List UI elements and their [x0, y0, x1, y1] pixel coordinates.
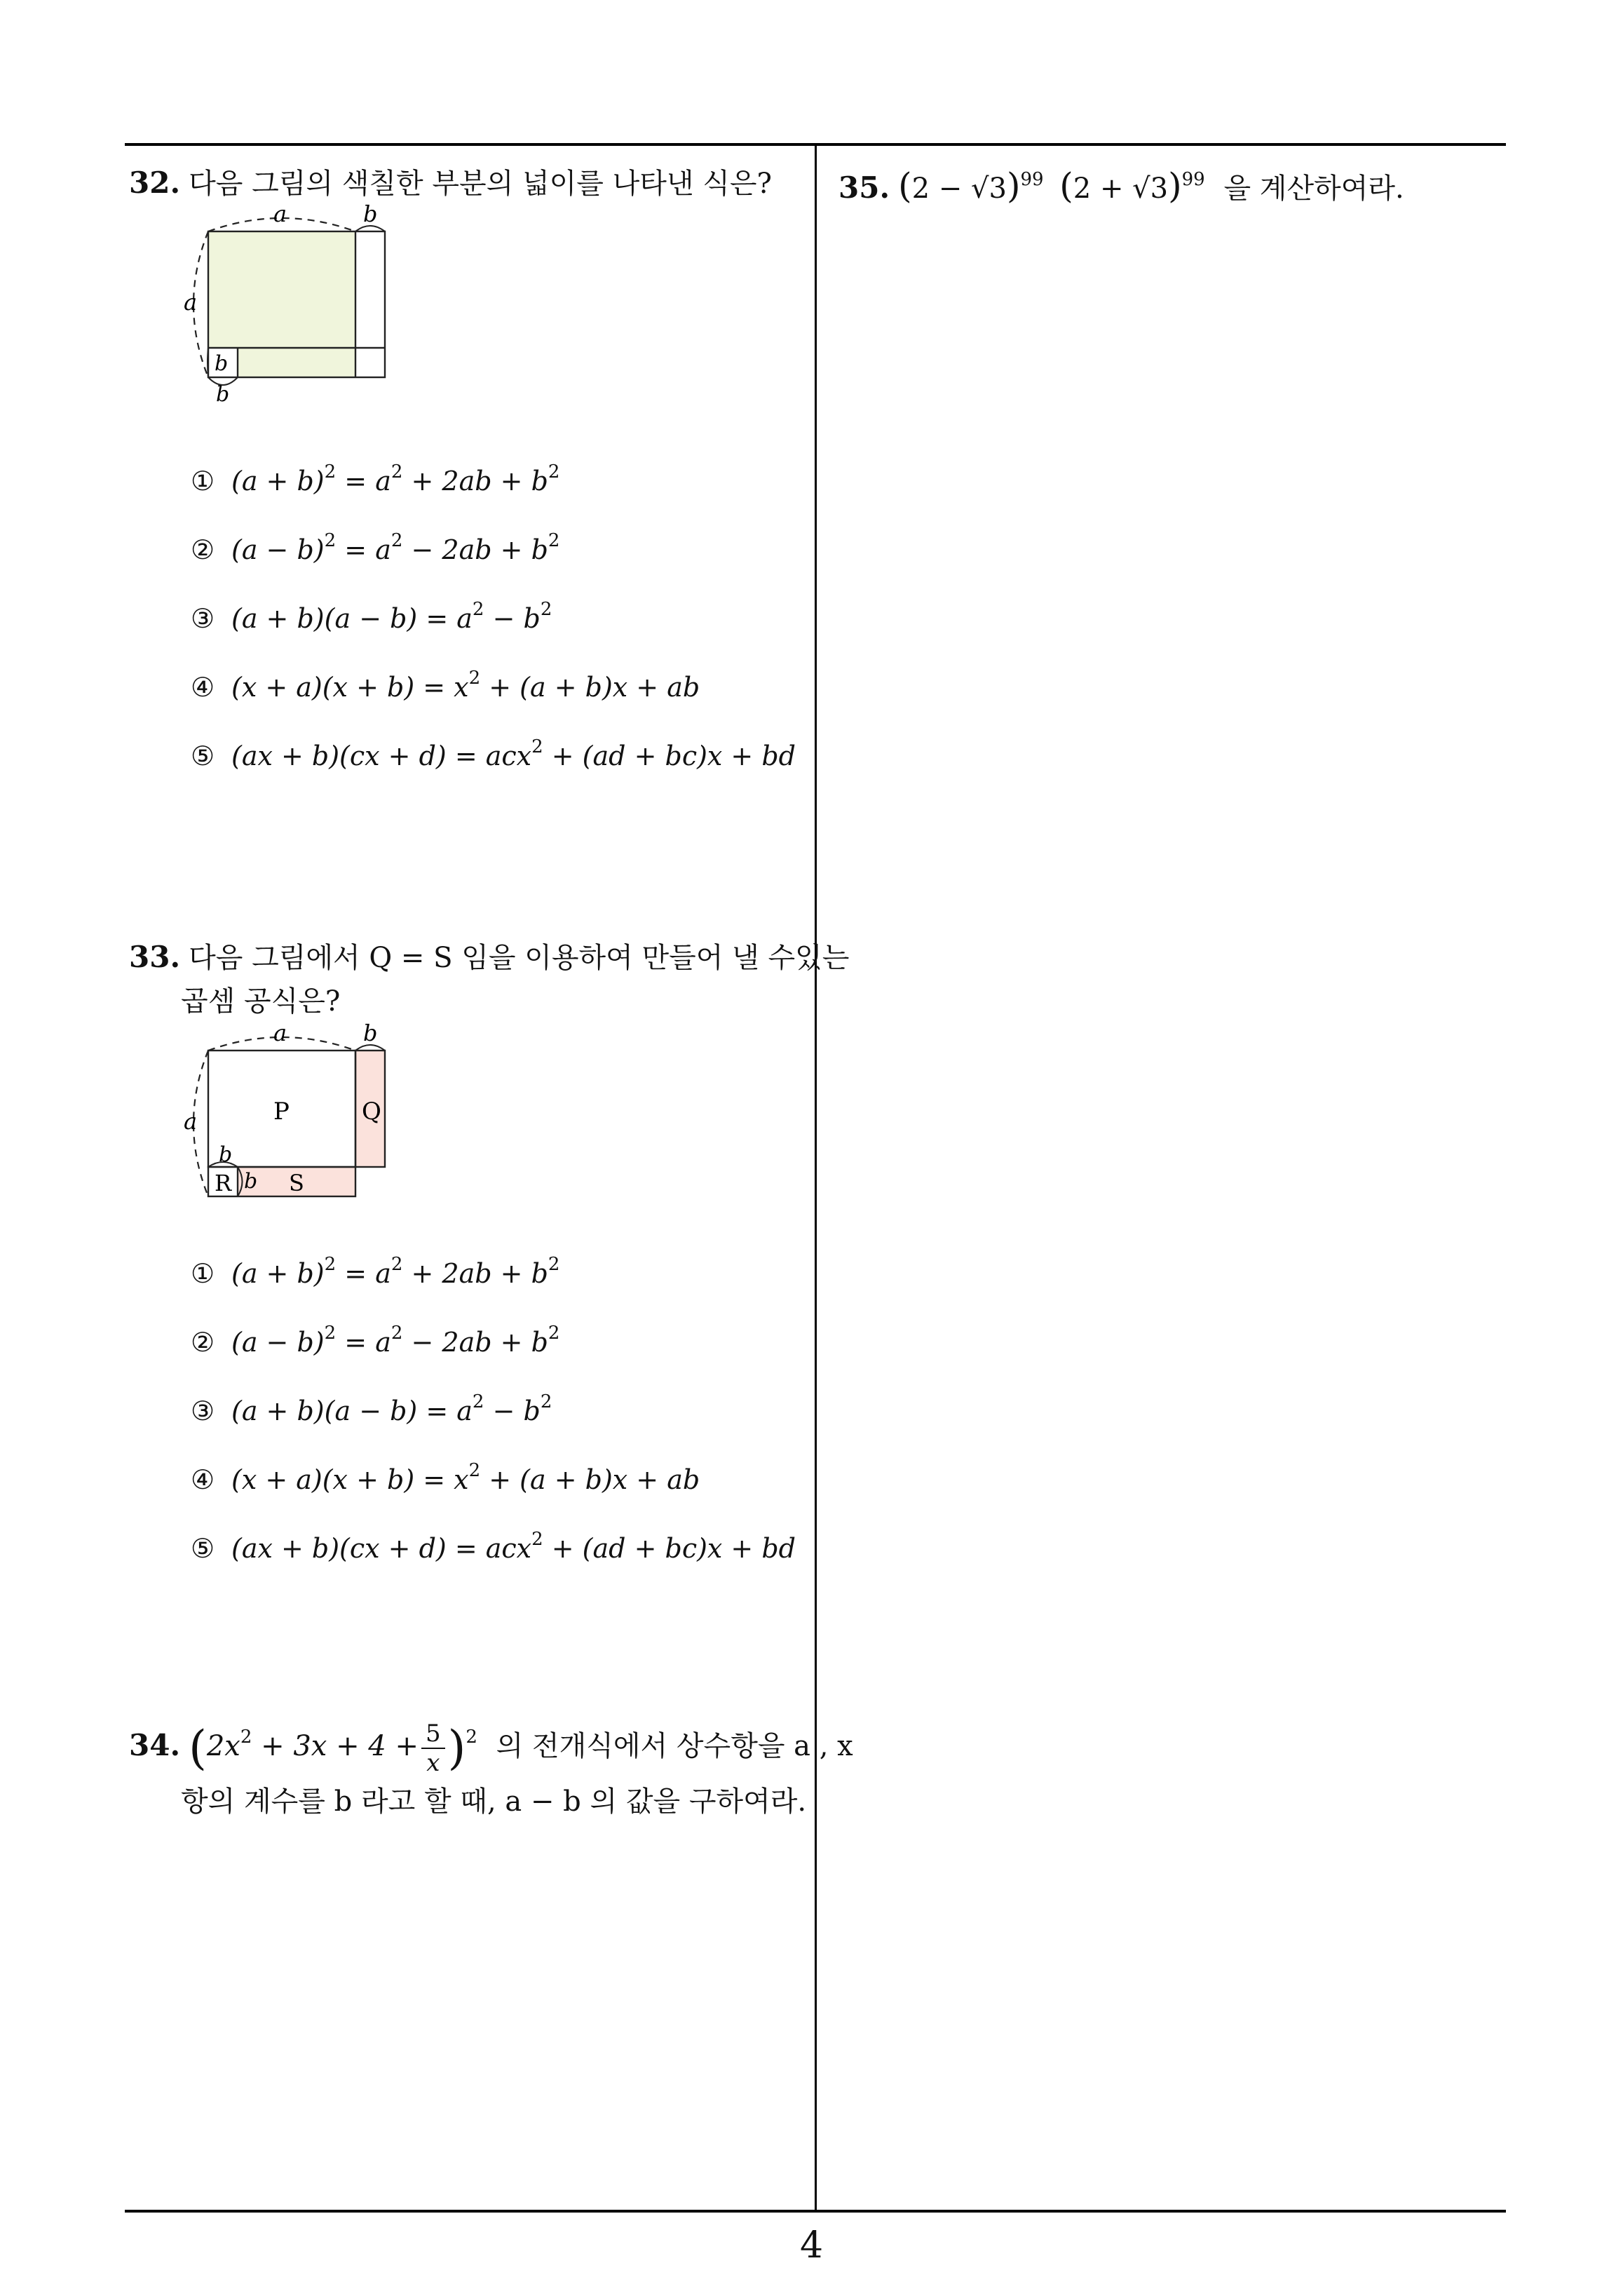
label-R: R [215, 1170, 232, 1196]
q33-choice-5[interactable]: ⑤ (ax + b)(cx + d) = acx$^2$ + (ad + bc)x + bd [191, 1529, 796, 1564]
question-text-line2: 곱셈 공식은? [181, 985, 341, 1018]
question-number: 35. [838, 170, 890, 205]
question-33 [129, 936, 849, 1023]
q33-choice-1[interactable]: ① $(a + b)^2 = a^2 + 2ab + b^2$ [191, 1254, 560, 1289]
label-b-r: b [219, 1142, 233, 1167]
label-P: P [273, 1098, 290, 1126]
q33-figure [168, 1017, 407, 1216]
question-number: 34. [129, 1728, 181, 1762]
base-2: 2 + √3 [1073, 173, 1169, 205]
label-b-top: b [363, 201, 378, 227]
q33-choice-3[interactable]: ③ $(a + b)(a - b) = a^2 - b^2$ [191, 1391, 552, 1426]
q32-figure [168, 198, 407, 418]
label-a-side: a [184, 289, 198, 316]
question-35: 35. $(2 - √3)^{99}$ $(2 + √3)^{99}$ 을 계산하여라. [838, 166, 1404, 206]
question-text: 다음 그림의 색칠한 부분의 넓이를 나타낸 식은? [189, 168, 772, 200]
question-text-line1: 의 전개식에서 상수항을 a , x [496, 1730, 853, 1762]
question-text: 을 계산하여라. [1223, 173, 1404, 205]
shaded-bottom [238, 348, 355, 377]
question-number: 33. [129, 940, 181, 974]
label-a-side: a [184, 1108, 198, 1135]
expr-term: 2x [206, 1730, 240, 1762]
fraction: $\frac{5}{x}$ [421, 1720, 445, 1777]
page-number: 4 [799, 2224, 824, 2267]
label-Q: Q [362, 1098, 381, 1126]
base-1: 2 − √3 [911, 173, 1007, 205]
question-number: 32. [129, 166, 181, 200]
question-text-line1: 다음 그림에서 Q = S 임을 이용하여 만들어 낼 수있는 [189, 942, 850, 974]
q33-choice-2[interactable]: ② $(a - b)^2 = a^2 - 2ab + b^2$ [191, 1323, 560, 1358]
label-b-bottom: b [216, 382, 230, 407]
q32-choice-1[interactable]: ① $(a + b)^2 = a^2 + 2ab + b^2$ [191, 461, 560, 497]
label-b-s: b [244, 1169, 258, 1194]
bottom-rule [125, 2210, 1506, 2213]
label-b-inner: b [215, 351, 229, 376]
q32-choice-3[interactable]: ③ $(a + b)(a - b) = a^2 - b^2$ [191, 599, 552, 634]
label-a-top: a [273, 201, 287, 227]
column-divider [815, 144, 817, 2210]
question-text-line2: 항의 계수를 b 라고 할 때, a − b 의 값을 구하여라. [181, 1785, 807, 1818]
shaded-main [208, 231, 355, 348]
q32-choice-4[interactable]: ④ $(x + a)(x + b) = x^2 + (a + b)x$ + ab [191, 668, 700, 703]
label-b-top: b [363, 1020, 378, 1046]
q32-choice-5[interactable]: ⑤ (ax + b)(cx + d) = acx$^2$ + (ad + bc)x + bd [191, 736, 796, 771]
label-a-top: a [273, 1020, 287, 1046]
label-S: S [289, 1170, 304, 1196]
question-34: 34. ($2x^2 + 3x + 4$ + $\frac{5}{x}$ )$^2$ 의 전개식에서 상수항을 a , x 항의 계수를 b 라고 할 때, a − b 의 값을 구하여라. [129, 1720, 853, 1818]
q32-choice-2[interactable]: ② $(a - b)^2 = a^2 - 2ab + b^2$ [191, 530, 560, 565]
q33-choice-4[interactable]: ④ $(x + a)(x + b) = x^2 + (a + b)x$ + ab [191, 1460, 700, 1495]
